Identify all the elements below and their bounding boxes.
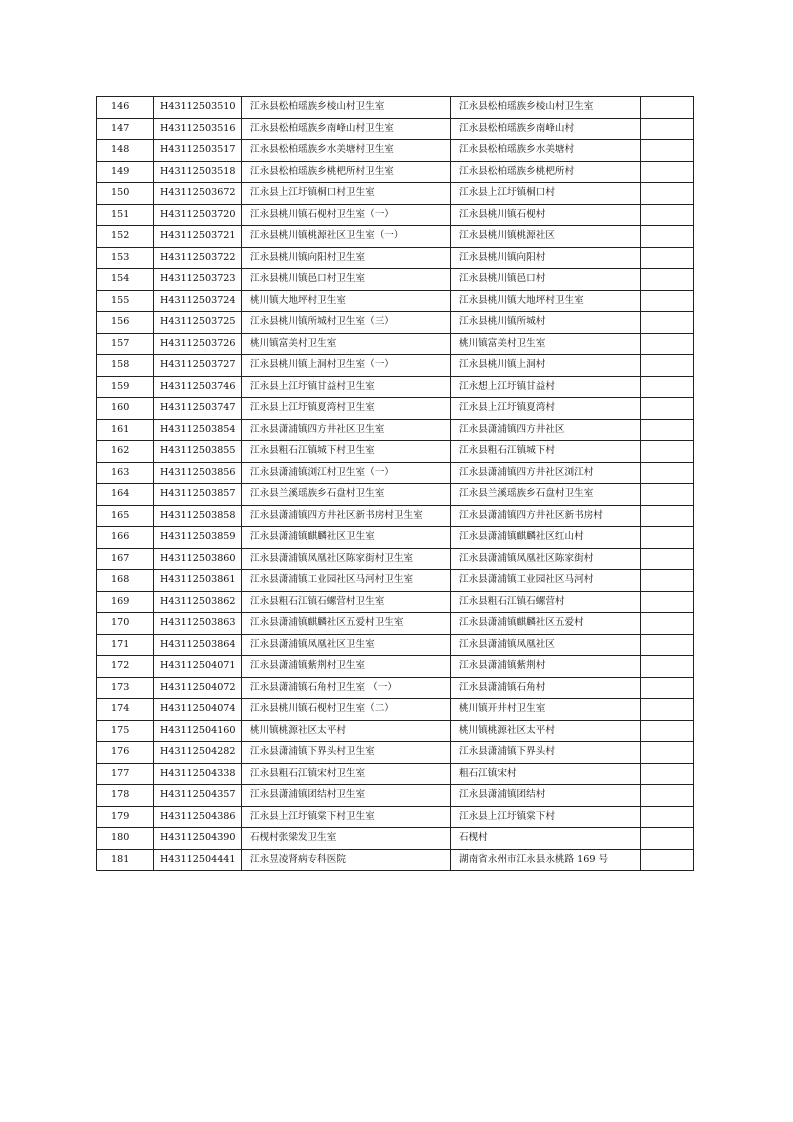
row-number-cell: 175 bbox=[97, 720, 154, 742]
institution-name-cell: 江永县上江圩镇桐口村卫生室 bbox=[242, 183, 451, 205]
institution-name-cell: 江永县上江圩镇夏湾村卫生室 bbox=[242, 398, 451, 420]
institution-name-cell: 江永县松柏瑶族乡南峰山村卫生室 bbox=[242, 118, 451, 140]
remark-cell bbox=[641, 204, 694, 226]
table-row bbox=[97, 312, 694, 334]
remark-cell bbox=[641, 720, 694, 742]
institution-name-cell: 江永县潇浦镇四方井社区新书房村卫生室 bbox=[242, 505, 451, 527]
address-cell: 江永县桃川镇大地坪村卫生室 bbox=[451, 290, 641, 312]
institution-code-cell: H43112503726 bbox=[154, 333, 242, 355]
address-cell: 江永县桃川镇邑口村 bbox=[451, 269, 641, 291]
institution-code-cell: H43112503862 bbox=[154, 591, 242, 613]
address-cell: 江永县潇浦镇麒麟社区红山村 bbox=[451, 527, 641, 549]
address-cell: 江永县松柏瑶族乡南峰山村 bbox=[451, 118, 641, 140]
address-cell: 江永县桃川镇上洞村 bbox=[451, 355, 641, 377]
remark-cell bbox=[641, 527, 694, 549]
address-cell: 桃川镇富美村卫生室 bbox=[451, 333, 641, 355]
remark-cell bbox=[641, 505, 694, 527]
institution-name-cell: 江永县潇浦镇凤凰社区卫生室 bbox=[242, 634, 451, 656]
row-number-cell: 156 bbox=[97, 312, 154, 334]
address-cell: 江永县松柏瑶族乡桃杷所村 bbox=[451, 161, 641, 183]
table-row bbox=[97, 204, 694, 226]
institution-code-cell: H43112503724 bbox=[154, 290, 242, 312]
institution-name-cell: 江永县潇浦镇下界头村卫生室 bbox=[242, 742, 451, 764]
institution-name-cell: 江永县潇浦镇团结村卫生室 bbox=[242, 785, 451, 807]
institution-name-cell: 江永县上江圩镇棠下村卫生室 bbox=[242, 806, 451, 828]
remark-cell bbox=[641, 118, 694, 140]
address-cell: 江永县上江圩镇夏湾村 bbox=[451, 398, 641, 420]
table-row bbox=[97, 140, 694, 162]
address-cell: 江永县桃川镇桃源社区 bbox=[451, 226, 641, 248]
row-number-cell: 153 bbox=[97, 247, 154, 269]
remark-cell bbox=[641, 247, 694, 269]
institution-name-cell: 江永县桃川镇邑口村卫生室 bbox=[242, 269, 451, 291]
institution-code-cell: H43112503860 bbox=[154, 548, 242, 570]
address-cell: 江永县潇浦镇四方井社区新书房村 bbox=[451, 505, 641, 527]
table-row bbox=[97, 290, 694, 312]
remark-cell bbox=[641, 677, 694, 699]
remark-cell bbox=[641, 828, 694, 850]
address-cell: 江永县潇浦镇紫荆村 bbox=[451, 656, 641, 678]
remark-cell bbox=[641, 763, 694, 785]
address-cell: 江永县兰溪瑶族乡石盘村卫生室 bbox=[451, 484, 641, 506]
institution-name-cell: 江永县潇浦镇麒麟社区卫生室 bbox=[242, 527, 451, 549]
table-row bbox=[97, 505, 694, 527]
remark-cell bbox=[641, 161, 694, 183]
address-cell: 湖南省永州市江永县永桃路 169 号 bbox=[451, 849, 641, 871]
institution-code-cell: H43112504338 bbox=[154, 763, 242, 785]
remark-cell bbox=[641, 634, 694, 656]
remark-cell bbox=[641, 376, 694, 398]
address-cell: 江永县潇浦镇团结村 bbox=[451, 785, 641, 807]
remark-cell bbox=[641, 441, 694, 463]
institution-code-cell: H43112504357 bbox=[154, 785, 242, 807]
table-row bbox=[97, 720, 694, 742]
address-cell: 江永县粗石江镇石螺营村 bbox=[451, 591, 641, 613]
institution-code-cell: H43112504390 bbox=[154, 828, 242, 850]
table-row bbox=[97, 570, 694, 592]
row-number-cell: 162 bbox=[97, 441, 154, 463]
institution-name-cell: 江永县桃川镇上洞村卫生室（一） bbox=[242, 355, 451, 377]
address-cell: 江永县松柏瑶族乡水美塘村 bbox=[451, 140, 641, 162]
remark-cell bbox=[641, 591, 694, 613]
address-cell: 江永县潇浦镇四方井社区 bbox=[451, 419, 641, 441]
row-number-cell: 167 bbox=[97, 548, 154, 570]
table-row bbox=[97, 613, 694, 635]
row-number-cell: 168 bbox=[97, 570, 154, 592]
table-row bbox=[97, 806, 694, 828]
institution-code-cell: H43112503856 bbox=[154, 462, 242, 484]
table-row bbox=[97, 269, 694, 291]
institution-code-cell: H43112504386 bbox=[154, 806, 242, 828]
row-number-cell: 149 bbox=[97, 161, 154, 183]
address-cell: 江永县潇浦镇四方井社区浏江村 bbox=[451, 462, 641, 484]
row-number-cell: 174 bbox=[97, 699, 154, 721]
address-cell: 江永县上江圩镇棠下村 bbox=[451, 806, 641, 828]
address-cell: 江永想上江圩镇甘益村 bbox=[451, 376, 641, 398]
table-body bbox=[97, 97, 694, 871]
address-cell: 江永县潇浦镇麒麟社区五爱村 bbox=[451, 613, 641, 635]
institution-name-cell: 江永县潇浦镇石角村卫生室 （一） bbox=[242, 677, 451, 699]
institution-code-cell: H43112503861 bbox=[154, 570, 242, 592]
clinic-list-table bbox=[96, 96, 694, 871]
institution-code-cell: H43112503720 bbox=[154, 204, 242, 226]
remark-cell bbox=[641, 226, 694, 248]
address-cell: 江永县粗石江镇城下村 bbox=[451, 441, 641, 463]
institution-name-cell: 江永县桃川镇所城村卫生室（三） bbox=[242, 312, 451, 334]
table-row bbox=[97, 161, 694, 183]
row-number-cell: 178 bbox=[97, 785, 154, 807]
address-cell: 江永县上江圩镇桐口村 bbox=[451, 183, 641, 205]
institution-name-cell: 江永县粗石江镇宋村卫生室 bbox=[242, 763, 451, 785]
row-number-cell: 169 bbox=[97, 591, 154, 613]
institution-code-cell: H43112503864 bbox=[154, 634, 242, 656]
institution-code-cell: H43112503854 bbox=[154, 419, 242, 441]
table-row bbox=[97, 742, 694, 764]
table-row bbox=[97, 484, 694, 506]
table-row bbox=[97, 828, 694, 850]
institution-name-cell: 桃川镇大地坪村卫生室 bbox=[242, 290, 451, 312]
row-number-cell: 151 bbox=[97, 204, 154, 226]
row-number-cell: 155 bbox=[97, 290, 154, 312]
table-row bbox=[97, 376, 694, 398]
table-row bbox=[97, 548, 694, 570]
table-row bbox=[97, 333, 694, 355]
address-cell: 桃川镇桃源社区太平村 bbox=[451, 720, 641, 742]
remark-cell bbox=[641, 419, 694, 441]
table-row bbox=[97, 763, 694, 785]
row-number-cell: 157 bbox=[97, 333, 154, 355]
remark-cell bbox=[641, 462, 694, 484]
row-number-cell: 158 bbox=[97, 355, 154, 377]
institution-code-cell: H43112503516 bbox=[154, 118, 242, 140]
table-row bbox=[97, 183, 694, 205]
address-cell: 粗石江镇宋村 bbox=[451, 763, 641, 785]
row-number-cell: 180 bbox=[97, 828, 154, 850]
institution-code-cell: H43112503747 bbox=[154, 398, 242, 420]
row-number-cell: 170 bbox=[97, 613, 154, 635]
institution-code-cell: H43112503510 bbox=[154, 97, 242, 119]
row-number-cell: 152 bbox=[97, 226, 154, 248]
institution-name-cell: 江永县桃川镇桃源社区卫生室（一） bbox=[242, 226, 451, 248]
row-number-cell: 148 bbox=[97, 140, 154, 162]
remark-cell bbox=[641, 806, 694, 828]
row-number-cell: 166 bbox=[97, 527, 154, 549]
table-row bbox=[97, 97, 694, 119]
institution-code-cell: H43112503672 bbox=[154, 183, 242, 205]
table-row bbox=[97, 785, 694, 807]
remark-cell bbox=[641, 333, 694, 355]
institution-code-cell: H43112504441 bbox=[154, 849, 242, 871]
institution-name-cell: 江永县潇浦镇麒麟社区五爱村卫生室 bbox=[242, 613, 451, 635]
institution-code-cell: H43112503727 bbox=[154, 355, 242, 377]
row-number-cell: 172 bbox=[97, 656, 154, 678]
row-number-cell: 177 bbox=[97, 763, 154, 785]
institution-code-cell: H43112504072 bbox=[154, 677, 242, 699]
remark-cell bbox=[641, 97, 694, 119]
institution-name-cell: 江永县桃川镇向阳村卫生室 bbox=[242, 247, 451, 269]
institution-name-cell: 江永昱凌肾病专科医院 bbox=[242, 849, 451, 871]
address-cell: 桃川镇开井村卫生室 bbox=[451, 699, 641, 721]
institution-name-cell: 江永县松柏瑶族乡水美塘村卫生室 bbox=[242, 140, 451, 162]
institution-name-cell: 桃川镇富美村卫生室 bbox=[242, 333, 451, 355]
row-number-cell: 154 bbox=[97, 269, 154, 291]
remark-cell bbox=[641, 613, 694, 635]
address-cell: 江永县潇浦镇石角村 bbox=[451, 677, 641, 699]
row-number-cell: 146 bbox=[97, 97, 154, 119]
institution-code-cell: H43112503855 bbox=[154, 441, 242, 463]
institution-code-cell: H43112503746 bbox=[154, 376, 242, 398]
address-cell: 江永县桃川镇石枧村 bbox=[451, 204, 641, 226]
institution-code-cell: H43112503518 bbox=[154, 161, 242, 183]
address-cell: 江永县桃川镇向阳村 bbox=[451, 247, 641, 269]
table-row bbox=[97, 247, 694, 269]
remark-cell bbox=[641, 290, 694, 312]
address-cell: 江永县潇浦镇凤凰社区 bbox=[451, 634, 641, 656]
row-number-cell: 165 bbox=[97, 505, 154, 527]
row-number-cell: 164 bbox=[97, 484, 154, 506]
remark-cell bbox=[641, 742, 694, 764]
institution-name-cell: 石枧村张梁发卫生室 bbox=[242, 828, 451, 850]
institution-name-cell: 江永县粗石江镇石螺营村卫生室 bbox=[242, 591, 451, 613]
table-row bbox=[97, 441, 694, 463]
row-number-cell: 173 bbox=[97, 677, 154, 699]
institution-code-cell: H43112503723 bbox=[154, 269, 242, 291]
remark-cell bbox=[641, 355, 694, 377]
institution-code-cell: H43112503863 bbox=[154, 613, 242, 635]
remark-cell bbox=[641, 398, 694, 420]
institution-code-cell: H43112503722 bbox=[154, 247, 242, 269]
institution-code-cell: H43112504071 bbox=[154, 656, 242, 678]
institution-name-cell: 江永县潇浦镇凤凰社区陈家街村卫生室 bbox=[242, 548, 451, 570]
row-number-cell: 179 bbox=[97, 806, 154, 828]
table-row bbox=[97, 849, 694, 871]
institution-name-cell: 江永县桃川镇石枧村卫生室（一） bbox=[242, 204, 451, 226]
institution-name-cell: 江永县粗石江镇城下村卫生室 bbox=[242, 441, 451, 463]
table-row bbox=[97, 355, 694, 377]
row-number-cell: 161 bbox=[97, 419, 154, 441]
remark-cell bbox=[641, 656, 694, 678]
institution-name-cell: 江永县桃川镇石枧村卫生室（二） bbox=[242, 699, 451, 721]
remark-cell bbox=[641, 312, 694, 334]
address-cell: 江永县潇浦镇凤凰社区陈家街村 bbox=[451, 548, 641, 570]
institution-code-cell: H43112504074 bbox=[154, 699, 242, 721]
institution-name-cell: 江永县松柏瑶族乡桃杷所村卫生室 bbox=[242, 161, 451, 183]
institution-code-cell: H43112504282 bbox=[154, 742, 242, 764]
institution-code-cell: H43112504160 bbox=[154, 720, 242, 742]
table-row bbox=[97, 118, 694, 140]
address-cell: 江永县潇浦镇工业园社区马河村 bbox=[451, 570, 641, 592]
institution-name-cell: 江永县上江圩镇甘益村卫生室 bbox=[242, 376, 451, 398]
table-row bbox=[97, 634, 694, 656]
table-row bbox=[97, 527, 694, 549]
row-number-cell: 150 bbox=[97, 183, 154, 205]
institution-code-cell: H43112503858 bbox=[154, 505, 242, 527]
remark-cell bbox=[641, 140, 694, 162]
address-cell: 石枧村 bbox=[451, 828, 641, 850]
institution-name-cell: 江永县潇浦镇四方井社区卫生室 bbox=[242, 419, 451, 441]
table-row bbox=[97, 677, 694, 699]
institution-name-cell: 江永县潇浦镇工业园社区马河村卫生室 bbox=[242, 570, 451, 592]
table-row bbox=[97, 591, 694, 613]
remark-cell bbox=[641, 183, 694, 205]
institution-name-cell: 桃川镇桃源社区太平村 bbox=[242, 720, 451, 742]
institution-code-cell: H43112503857 bbox=[154, 484, 242, 506]
remark-cell bbox=[641, 484, 694, 506]
row-number-cell: 171 bbox=[97, 634, 154, 656]
row-number-cell: 159 bbox=[97, 376, 154, 398]
remark-cell bbox=[641, 849, 694, 871]
remark-cell bbox=[641, 570, 694, 592]
institution-code-cell: H43112503517 bbox=[154, 140, 242, 162]
institution-name-cell: 江永县松柏瑶族乡棱山村卫生室 bbox=[242, 97, 451, 119]
institution-code-cell: H43112503721 bbox=[154, 226, 242, 248]
table-row bbox=[97, 656, 694, 678]
table-row bbox=[97, 419, 694, 441]
institution-code-cell: H43112503725 bbox=[154, 312, 242, 334]
row-number-cell: 160 bbox=[97, 398, 154, 420]
address-cell: 江永县松柏瑶族乡棱山村卫生室 bbox=[451, 97, 641, 119]
remark-cell bbox=[641, 269, 694, 291]
address-cell: 江永县潇浦镇下界头村 bbox=[451, 742, 641, 764]
table-row bbox=[97, 462, 694, 484]
table-row bbox=[97, 699, 694, 721]
address-cell: 江永县桃川镇所城村 bbox=[451, 312, 641, 334]
row-number-cell: 176 bbox=[97, 742, 154, 764]
remark-cell bbox=[641, 785, 694, 807]
institution-code-cell: H43112503859 bbox=[154, 527, 242, 549]
remark-cell bbox=[641, 699, 694, 721]
row-number-cell: 163 bbox=[97, 462, 154, 484]
row-number-cell: 181 bbox=[97, 849, 154, 871]
remark-cell bbox=[641, 548, 694, 570]
row-number-cell: 147 bbox=[97, 118, 154, 140]
institution-name-cell: 江永县潇浦镇紫荆村卫生室 bbox=[242, 656, 451, 678]
table-row bbox=[97, 226, 694, 248]
institution-name-cell: 江永县兰溪瑶族乡石盘村卫生室 bbox=[242, 484, 451, 506]
institution-name-cell: 江永县潇浦镇浏江村卫生室（一） bbox=[242, 462, 451, 484]
table-row bbox=[97, 398, 694, 420]
